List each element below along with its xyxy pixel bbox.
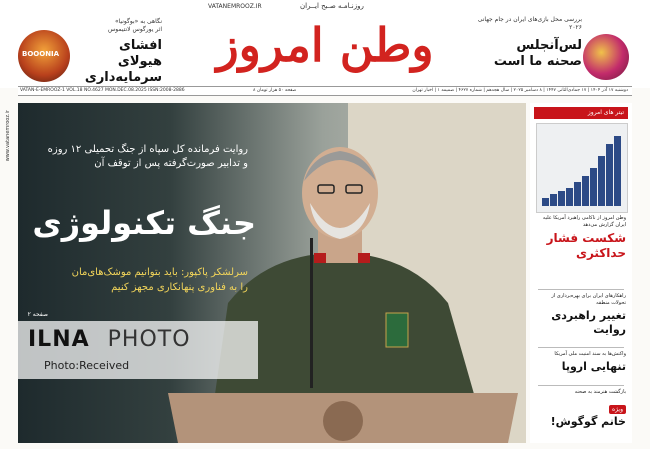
story-3-headline: تنهایی اروپا (561, 360, 626, 373)
chart-bar (542, 198, 549, 206)
story-1-headline-2: حداکثری (575, 246, 626, 260)
story-4-text: بازگشت هنرمند به صحنه (574, 389, 626, 395)
hero-kicker (18, 143, 248, 171)
story-2-headline-1: تغییر راهبردی (551, 309, 626, 322)
newspaper-logo: وطن امروز (216, 18, 434, 72)
vertical-margin-note: www.vatanemrooz.ir (5, 110, 11, 162)
issue-info-persian: دوشنبه ۱۷ آذر ۱۴۰۴ | ۱۷ جمادی‌الثانی ۱۴۴۷ | ۸ دسامبر ۲۰۲۵ | سال هجدهم | شماره ۴۶۲۷ | ضمیمه ۱ | اخبار تهران (412, 88, 628, 93)
chart-bar (574, 182, 581, 206)
story-1-text-2: ایران گزارش می‌دهد (582, 222, 626, 228)
story-4-badge: ویژه (609, 405, 626, 414)
collar-badge-left (314, 253, 326, 263)
issue-price: ۸ صفحه ۵۰ هزار تومان (253, 88, 297, 93)
sidebar-divider (538, 347, 624, 348)
sidebar-headlines (530, 103, 632, 443)
teaser-right-headline-1: لس‌آنجلس (516, 38, 582, 53)
agency-name: ILNA (28, 327, 90, 352)
chart-bar (558, 191, 565, 206)
teaser-left-headline-1: افشای هیولای (117, 38, 162, 69)
hero-kicker-line-2: و تدابیر صورت‌گرفته پس از توقف آن (94, 158, 248, 169)
photo-agency (28, 327, 191, 352)
story-3-text: واکنش‌ها به سند امنیت ملی آمریکا (554, 351, 626, 357)
hero-photo-area[interactable] (18, 103, 526, 443)
hero-kicker-line-1: روایت فرمانده کل سپاه از جنگ تحمیلی ۱۲ روزه (47, 144, 248, 155)
chart-bar (550, 194, 557, 206)
teaser-thumb-left (18, 30, 70, 82)
story-3[interactable] (536, 351, 626, 374)
agency-photo-word: PHOTO (107, 327, 191, 352)
podium-emblem (323, 401, 363, 441)
chart-bar (614, 136, 621, 206)
issue-info-strip (18, 86, 632, 96)
chart-bar (590, 168, 597, 206)
photo-credit: Photo:Received (44, 359, 130, 372)
collar-badge-right (358, 253, 370, 263)
story-1[interactable] (536, 215, 626, 261)
masthead-tagline: روزنـامـه صـبح ایــران (300, 2, 364, 10)
hero-sub-line-1: سرلشکر پاکپور: باید بتوانیم موشک‌های‌مان (71, 267, 248, 278)
hero-sub-line-2: را به فناوری پنهانکاری مجهز کنیم (111, 282, 248, 293)
chart-bar (582, 176, 589, 206)
story-2[interactable] (536, 293, 626, 337)
teaser-right-kicker: بررسی محل بازی‌های ایران در جام جهانی ۲۰۲۶ (477, 16, 582, 31)
sidebar-divider (538, 385, 624, 386)
microphone (310, 238, 313, 388)
teaser-left[interactable] (72, 18, 162, 86)
story-4-headline: خانم گوگوش! (550, 415, 626, 428)
insignia-patch (386, 313, 408, 347)
teaser-left-kicker-2: اثر یورگوس لانتیموس (107, 26, 162, 33)
hero-subheadline (18, 265, 248, 295)
masthead-url: VATANEMROOZ.IR (208, 3, 262, 10)
hero-headline: جنگ تکنولوژی (32, 204, 256, 242)
sidebar-divider (538, 289, 624, 290)
chart-bar (606, 144, 613, 206)
thumb-label: BOOONIA (22, 50, 60, 58)
hero-page-ref: صفحه ۲ (27, 311, 48, 318)
story-1-text-1: وطن امروز از ناکامی راهبرد آمریکا علیه (542, 215, 626, 221)
sidebar-tag: تیتر های امروز (534, 107, 628, 119)
teaser-left-kicker-1: نگاهی به «بوگونیا» (114, 18, 162, 25)
teaser-left-headline-2: سرمایه‌داری (84, 70, 162, 85)
teaser-thumb-right (583, 34, 629, 80)
story-2-headline-2: روایت (593, 323, 626, 336)
teaser-right[interactable] (470, 16, 582, 70)
story-2-text: راهکارهای ایران برای بهره‌برداری از تحولات منطقه (551, 293, 626, 306)
head (302, 147, 378, 239)
masthead (0, 0, 650, 88)
chart-bar (566, 188, 573, 206)
story-4[interactable] (536, 389, 626, 429)
sidebar-chart (536, 123, 628, 213)
chart-bar (598, 156, 605, 206)
story-1-headline-1: شکست فشار (546, 231, 626, 245)
issue-info-latin: VATAN-E-EMROOZ-1 VOL.18 NO.4627 MON.DEC.08.2025 ISSN:2008-2886 (20, 88, 185, 93)
teaser-right-headline-2: صحنه ما است (493, 54, 582, 69)
